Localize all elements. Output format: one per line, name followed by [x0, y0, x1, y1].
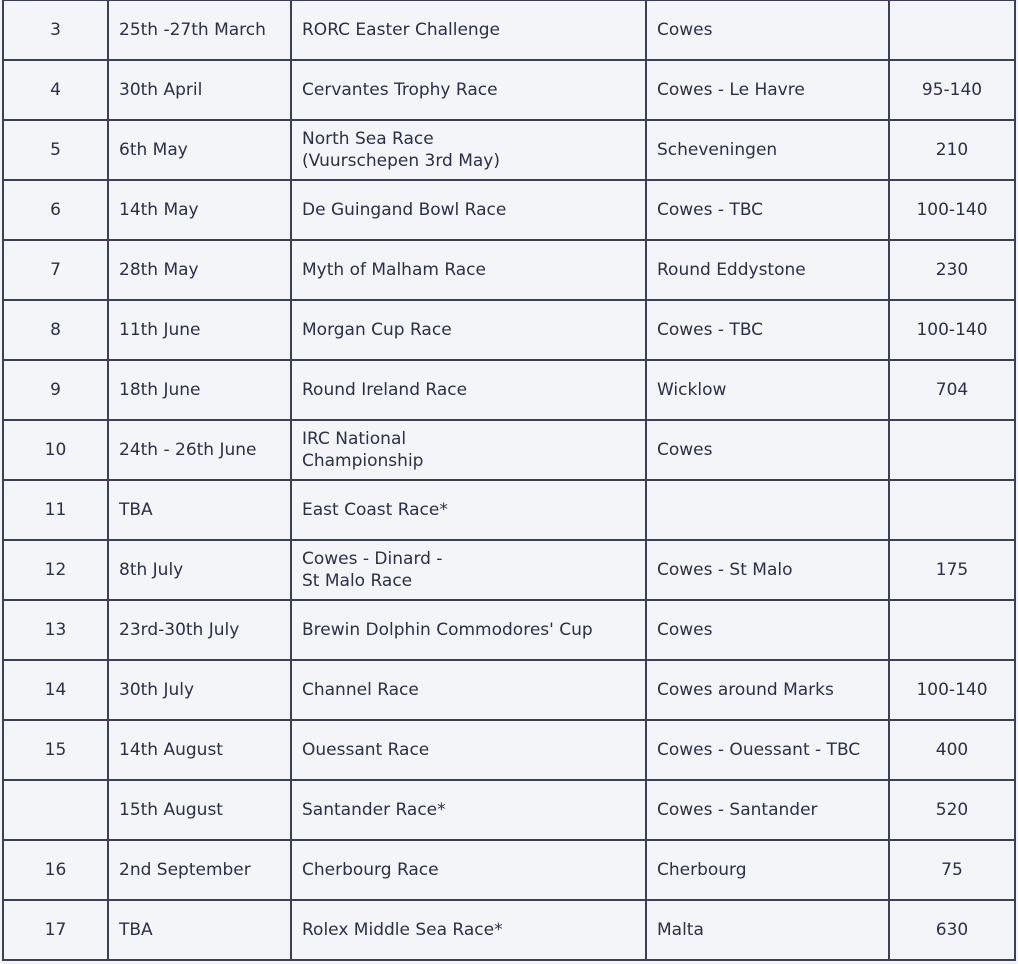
race-date-cell: 2nd September	[108, 840, 291, 900]
race-distance-cell: 210	[889, 120, 1015, 180]
race-name-line: Brewin Dolphin Commodores' Cup	[302, 620, 593, 640]
race-distance-cell: 630	[889, 900, 1015, 960]
table-row	[3, 60, 1015, 120]
race-name-cell	[291, 480, 646, 540]
race-name-cell	[291, 900, 646, 960]
race-date-cell: TBA	[108, 900, 291, 960]
table-row	[3, 300, 1015, 360]
race-name-line: (Vuurschepen 3rd May)	[302, 151, 500, 171]
race-name-cell	[291, 600, 646, 660]
race-date-cell: 6th May	[108, 120, 291, 180]
race-venue-cell: Cowes	[646, 0, 889, 60]
race-name-cell	[291, 840, 646, 900]
race-name-line: St Malo Race	[302, 571, 413, 591]
race-date-cell: 15th August	[108, 780, 291, 840]
race-distance-cell	[889, 480, 1015, 540]
race-name-cell	[291, 300, 646, 360]
race-distance-cell: 400	[889, 720, 1015, 780]
table-row	[3, 780, 1015, 840]
race-number-cell: 17	[3, 900, 108, 960]
race-name-line: Cervantes Trophy Race	[302, 80, 498, 100]
race-distance-cell: 100-140	[889, 300, 1015, 360]
race-date-cell: 28th May	[108, 240, 291, 300]
race-date-cell: 30th April	[108, 60, 291, 120]
race-date-cell: 14th May	[108, 180, 291, 240]
race-name-cell	[291, 240, 646, 300]
race-date-cell: 18th June	[108, 360, 291, 420]
race-date-cell: 11th June	[108, 300, 291, 360]
race-number-cell: 10	[3, 420, 108, 480]
race-date-cell: TBA	[108, 480, 291, 540]
race-venue-cell: Cowes	[646, 600, 889, 660]
race-number-cell: 6	[3, 180, 108, 240]
table-row	[3, 480, 1015, 540]
race-name-line: Cherbourg Race	[302, 860, 439, 880]
table-row	[3, 180, 1015, 240]
race-name-line: Championship	[302, 451, 424, 471]
race-number-cell: 16	[3, 840, 108, 900]
table-row	[3, 900, 1015, 960]
race-number-cell: 4	[3, 60, 108, 120]
race-venue-cell: Round Eddystone	[646, 240, 889, 300]
race-venue-cell: Scheveningen	[646, 120, 889, 180]
race-name-line: Morgan Cup Race	[302, 320, 452, 340]
race-distance-cell	[889, 600, 1015, 660]
race-name-cell	[291, 420, 646, 480]
race-name-line: Round Ireland Race	[302, 380, 468, 400]
race-venue-cell: Cowes around Marks	[646, 660, 889, 720]
race-number-cell: 8	[3, 300, 108, 360]
race-name-cell	[291, 360, 646, 420]
race-name-line: RORC Easter Challenge	[302, 20, 500, 40]
race-number-cell: 3	[3, 0, 108, 60]
race-date-cell: 24th - 26th June	[108, 420, 291, 480]
race-distance-cell: 520	[889, 780, 1015, 840]
race-number-cell: 11	[3, 480, 108, 540]
table-row	[3, 660, 1015, 720]
race-venue-cell	[646, 480, 889, 540]
race-distance-cell: 100-140	[889, 180, 1015, 240]
race-distance-cell: 100-140	[889, 660, 1015, 720]
race-date-cell: 25th -27th March	[108, 0, 291, 60]
race-distance-cell: 75	[889, 840, 1015, 900]
table-row	[3, 720, 1015, 780]
race-name-line: IRC National	[302, 429, 407, 449]
race-name-line: Myth of Malham Race	[302, 260, 486, 280]
race-name-cell	[291, 180, 646, 240]
race-name-cell	[291, 660, 646, 720]
race-venue-cell: Cowes - TBC	[646, 180, 889, 240]
table-row	[3, 120, 1015, 180]
race-name-cell	[291, 780, 646, 840]
race-number-cell: 7	[3, 240, 108, 300]
race-name-cell	[291, 540, 646, 600]
race-name-cell	[291, 60, 646, 120]
table-row	[3, 240, 1015, 300]
table-row	[3, 420, 1015, 480]
race-distance-cell	[889, 420, 1015, 480]
table-row	[3, 600, 1015, 660]
race-number-cell: 13	[3, 600, 108, 660]
race-number-cell: 9	[3, 360, 108, 420]
race-distance-cell	[889, 0, 1015, 60]
race-number-cell: 12	[3, 540, 108, 600]
race-schedule-body	[3, 0, 1015, 960]
race-venue-cell: Cowes - Le Havre	[646, 60, 889, 120]
race-distance-cell: 95-140	[889, 60, 1015, 120]
race-date-cell: 8th July	[108, 540, 291, 600]
race-venue-cell: Cowes - Ouessant - TBC	[646, 720, 889, 780]
race-number-cell: 14	[3, 660, 108, 720]
race-name-cell	[291, 720, 646, 780]
table-row	[3, 840, 1015, 900]
race-name-line: East Coast Race*	[302, 500, 448, 520]
race-distance-cell: 175	[889, 540, 1015, 600]
race-distance-cell: 230	[889, 240, 1015, 300]
race-venue-cell: Cowes - St Malo	[646, 540, 889, 600]
race-name-line: Santander Race*	[302, 800, 446, 820]
table-row	[3, 0, 1015, 60]
race-venue-cell: Cowes - Santander	[646, 780, 889, 840]
table-row	[3, 540, 1015, 600]
race-venue-cell: Malta	[646, 900, 889, 960]
race-venue-cell: Wicklow	[646, 360, 889, 420]
race-name-line: De Guingand Bowl Race	[302, 200, 507, 220]
race-name-line: North Sea Race	[302, 129, 434, 149]
race-name-line: Rolex Middle Sea Race*	[302, 920, 503, 940]
race-date-cell: 23rd-30th July	[108, 600, 291, 660]
race-name-line: Channel Race	[302, 680, 419, 700]
race-name-cell	[291, 0, 646, 60]
race-name-line: Cowes - Dinard -	[302, 549, 443, 569]
race-schedule-table	[2, 0, 1016, 961]
race-venue-cell: Cherbourg	[646, 840, 889, 900]
race-date-cell: 30th July	[108, 660, 291, 720]
race-number-cell: 15	[3, 720, 108, 780]
race-name-cell	[291, 120, 646, 180]
race-venue-cell: Cowes	[646, 420, 889, 480]
race-date-cell: 14th August	[108, 720, 291, 780]
table-row	[3, 360, 1015, 420]
race-distance-cell: 704	[889, 360, 1015, 420]
race-number-cell: 5	[3, 120, 108, 180]
race-name-line: Ouessant Race	[302, 740, 430, 760]
race-number-cell	[3, 780, 108, 840]
race-venue-cell: Cowes - TBC	[646, 300, 889, 360]
